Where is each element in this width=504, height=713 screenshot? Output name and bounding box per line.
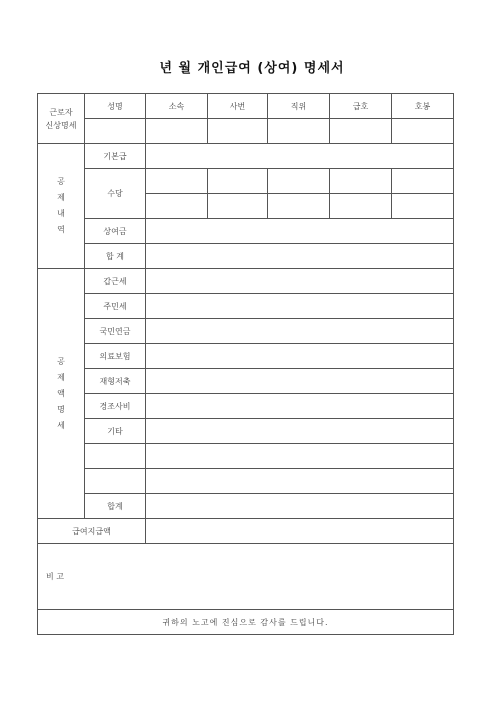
deduction-total-field[interactable] — [146, 494, 454, 519]
deduction-value-field[interactable] — [146, 394, 454, 419]
allowance-cell[interactable] — [330, 194, 392, 219]
base-pay-field[interactable] — [146, 144, 454, 169]
payslip-table — [37, 93, 454, 635]
deduction-item-label: 합계 — [85, 494, 146, 519]
deduction-row — [38, 469, 454, 494]
net-pay-label: 급여지급액 — [38, 519, 146, 544]
info-section-label: 근로자 신상명세 — [38, 94, 85, 144]
deduction-value-field[interactable] — [146, 319, 454, 344]
deduction-row — [38, 319, 454, 344]
allowance-cell[interactable] — [268, 194, 330, 219]
deduction-value-field[interactable] — [146, 419, 454, 444]
pay-item-label: 수당 — [85, 169, 146, 219]
pay-item-label: 기본급 — [85, 144, 146, 169]
info-col-name: 성명 — [85, 94, 146, 119]
deduction-value-field[interactable] — [146, 369, 454, 394]
net-pay-field[interactable] — [146, 519, 454, 544]
empno-field[interactable] — [208, 119, 268, 144]
info-col-empno: 사번 — [208, 94, 268, 119]
info-header-row — [38, 94, 454, 119]
info-col-dept: 소속 — [146, 94, 208, 119]
net-pay-row — [38, 519, 454, 544]
deduction-item-label — [85, 444, 146, 469]
info-col-grade: 급호 — [330, 94, 392, 119]
name-field[interactable] — [85, 119, 146, 144]
deduction-value-field[interactable] — [146, 294, 454, 319]
dept-field[interactable] — [146, 119, 208, 144]
deduction-section-label: 공 제 액 명 세 — [38, 269, 85, 519]
deduction-row-total — [38, 494, 454, 519]
info-value-row — [38, 119, 454, 144]
deduction-item-label: 경조사비 — [85, 394, 146, 419]
allowance-cell[interactable] — [146, 194, 208, 219]
grade-field[interactable] — [330, 119, 392, 144]
position-field[interactable] — [268, 119, 330, 144]
deduction-row — [38, 294, 454, 319]
deduction-row — [38, 344, 454, 369]
footer-message: 귀하의 노고에 진심으로 감사를 드립니다. — [38, 610, 454, 635]
deduction-item-label: 국민연금 — [85, 319, 146, 344]
pay-total-field[interactable] — [146, 244, 454, 269]
remarks-label: 비 고 — [46, 572, 64, 581]
deduction-item-label: 의료보험 — [85, 344, 146, 369]
deduction-row — [38, 369, 454, 394]
deduction-value-field[interactable] — [146, 444, 454, 469]
allowance-cell[interactable] — [208, 194, 268, 219]
allowance-cell[interactable] — [146, 169, 208, 194]
deduction-item-label: 재형저축 — [85, 369, 146, 394]
deduction-row — [38, 394, 454, 419]
deduction-item-label: 기타 — [85, 419, 146, 444]
pay-row-allowance-1 — [38, 169, 454, 194]
document-title: 년 월 개인급여 (상여) 명세서 — [159, 61, 345, 76]
remarks-row — [38, 544, 454, 610]
pay-row-bonus — [38, 219, 454, 244]
deduction-row — [38, 269, 454, 294]
deduction-value-field[interactable] — [146, 344, 454, 369]
pay-row-total — [38, 244, 454, 269]
bonus-field[interactable] — [146, 219, 454, 244]
info-col-step: 호봉 — [392, 94, 454, 119]
info-col-position: 직위 — [268, 94, 330, 119]
deduction-row — [38, 419, 454, 444]
allowance-cell[interactable] — [392, 194, 454, 219]
allowance-cell[interactable] — [268, 169, 330, 194]
pay-item-label: 상여금 — [85, 219, 146, 244]
deduction-item-label: 주민세 — [85, 294, 146, 319]
allowance-cell[interactable] — [330, 169, 392, 194]
deduction-value-field[interactable] — [146, 269, 454, 294]
pay-section-label: 공 제 내 역 — [38, 144, 85, 269]
deduction-value-field[interactable] — [146, 469, 454, 494]
remarks-field[interactable] — [38, 544, 454, 610]
allowance-cell[interactable] — [392, 169, 454, 194]
footer-row — [38, 610, 454, 635]
pay-row-base — [38, 144, 454, 169]
deduction-item-label — [85, 469, 146, 494]
deduction-row — [38, 444, 454, 469]
allowance-cell[interactable] — [208, 169, 268, 194]
step-field[interactable] — [392, 119, 454, 144]
deduction-item-label: 갑근세 — [85, 269, 146, 294]
pay-item-label: 합 계 — [85, 244, 146, 269]
